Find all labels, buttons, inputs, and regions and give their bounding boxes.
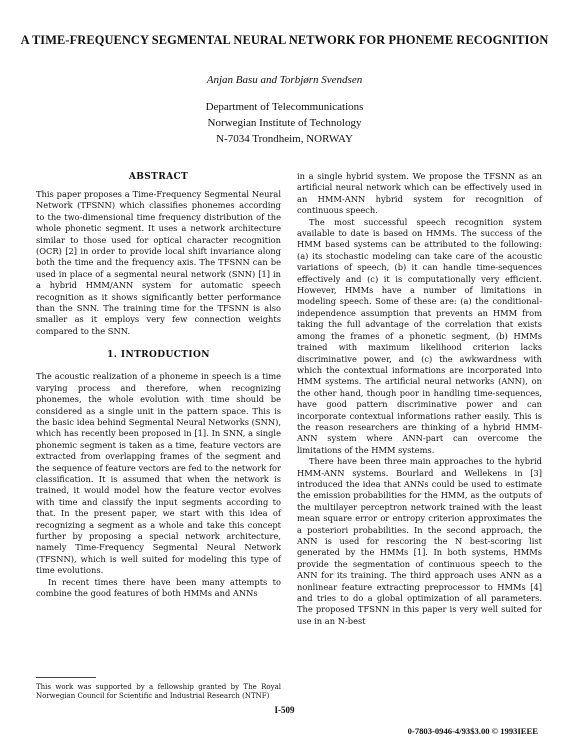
introduction-paragraph-1: The acoustic realization of a phoneme in speech is a time varying process and therefore, when recognizing phonemes, the whole evolution with time should be considered as a single unit in the pattern space. This is the basic idea behind Segmental Neural Networks (SNN), which has recently been proposed in [1]. In SNN, a single phonemic segment is taken as a time, feature vectors are extracted from overlapping frames of the segment and the sequence of feature vectors are fed to the network for classification. It is assumed that when the network is trained, it would model how the feature vector evolves with time and classify the input segments according to that. In the present paper, we start with this idea of recognizing a segment as a whole and take this concept further by proposing a special network architecture, namely Time-Frequency Segmental Neural Network (TFSNN), which is well suited for modeling this type of time evolutions.: [36, 371, 281, 576]
introduction-heading: 1. INTRODUCTION: [107, 350, 210, 361]
page-number: I-509: [274, 705, 295, 715]
affiliation-department: Department of Telecommunications: [205, 101, 364, 113]
affiliation: [0, 99, 569, 147]
copyright-notice: 0-7803-0946-4/93$3.00 © 1993IEEE: [407, 726, 538, 736]
right-paragraph-2: The most successful speech recognition system available to date is based on HMMs. The success of the HMM based systems can be attributed to the following: (a) its stochastic modeling can take care of the acoustic variations of speech, (b) it can handle time-sequences effectively and (c) it is computationally very efficient. However, HMMs have a number of limitations in modeling speech. Some of these are: (a) the conditional-independence assumption that prevents an HMM from taking the full advantage of the correlation that exists among the frames of a phonetic segment, (b) HMMs trained with maximum likelihood criterion lacks discriminative power, and (c) the awkwardness with which the contextual informations are incorporated into HMM systems. The artificial neural networks (ANN), on the other hand, though poor in handling time-sequences, have good pattern discriminative power and can incorporate contextual informations rather easily. This is the reason researchers are thinking of a hybrid HMM-ANN system where ANN-part can overcome the limitations of the HMM systems.: [297, 216, 542, 455]
right-paragraph-1: in a single hybrid system. We propose the TFSNN as an artificial neural network which can be effectively used in an HMM-ANN hybrid system for recognition of continuous speech.: [297, 171, 542, 216]
introduction-paragraph-2: In recent times there have been many attempts to combine the good features of both HMMs and ANNs: [36, 576, 281, 598]
abstract-heading: ABSTRACT: [128, 172, 189, 182]
affiliation-institute: Norwegian Institute of Technology: [207, 117, 362, 129]
right-column: [297, 171, 542, 627]
left-column: [36, 171, 281, 599]
footnote-divider: [36, 677, 96, 678]
footnote: This work was supported by a fellowship granted by The Royal Norwegian Council for Scientific and Industrial Research (NTNF): [36, 683, 281, 700]
paper-title: A TIME-FREQUENCY SEGMENTAL NEURAL NETWORK FOR PHONEME RECOGNITION: [20, 33, 549, 47]
affiliation-address: N-7034 Trondheim, NORWAY: [216, 133, 353, 145]
authors: Anjan Basu and Torbjørn Svendsen: [206, 74, 363, 86]
right-paragraph-3: There have been three main approaches to the hybrid HMM-ANN systems. Bourlard and Wellekens in [3] introduced the idea that ANNs could be used to estimate the emission probabilities for the HMM, as the outputs of the multilayer perceptron network trained with the least mean square error or entropy criterion approximates the a posteriori probabilities. In the second approach, the ANN is used for rescoring the N best-scoring list generated by the HMMs [1]. In both systems, HMMs provide the segmentation of continuous speech to the ANN for its training. The third approach uses ANN as a nonlinear feature extracting preprocessor to HMMs [4] and tries to do a global optimization of all parameters. The proposed TFSNN in this paper is very well suited for use in an N-best: [297, 456, 542, 626]
abstract-text: This paper proposes a Time-Frequency Segmental Neural Network (TFSNN) which classifies phonemes according to the two-dimensional time frequency distribution of the whole phonetic segment. It uses a network architecture similar to those used for optical character recognition (OCR) [2] in order to provide local shift invariance along both the time and the frequency axis. The TFSNN can be used in place of a segmental neural network (SNN) [1] in a hybrid HMM/ANN system for automatic speech recognition as it shows significantly better performance than the SNN. The training time for the TFSNN is also smaller as it employs very few connection weights compared to the SNN.: [36, 189, 281, 336]
